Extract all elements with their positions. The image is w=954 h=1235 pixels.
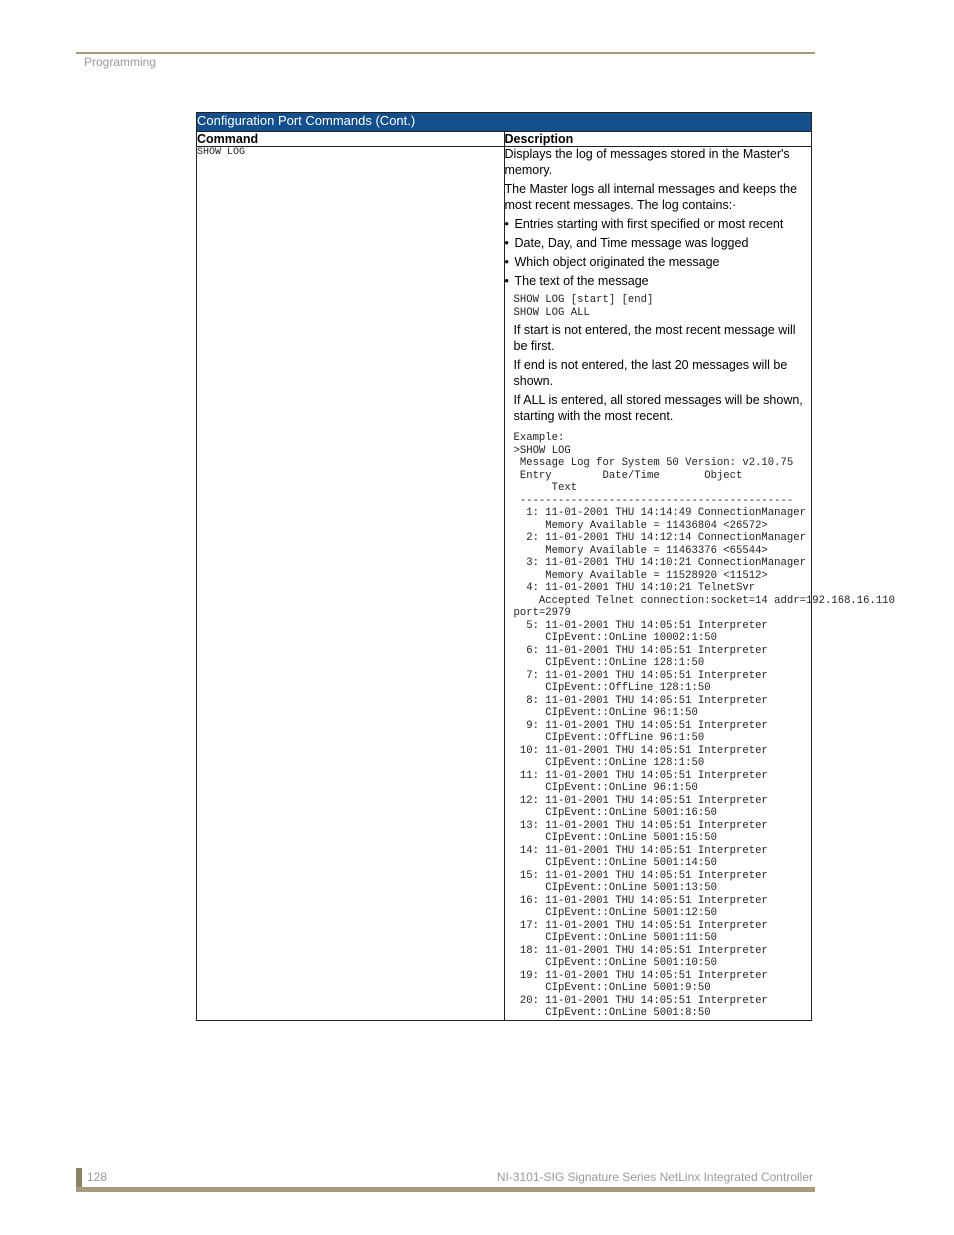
bullet-text: Entries starting with first specified or most recent — [514, 217, 784, 231]
command-cell: SHOW LOG — [197, 147, 505, 1021]
note-all: If ALL is entered, all stored messages will be shown, starting with the most recent. — [513, 393, 803, 423]
note-start: If start is not entered, the most recent message will be first. — [513, 323, 796, 353]
page-number: 128 — [87, 1170, 108, 1184]
notes — [505, 323, 812, 424]
description-cell — [504, 147, 895, 1021]
list-item — [505, 236, 812, 251]
bullet-icon: • — [504, 236, 509, 250]
table-row — [197, 147, 812, 1021]
commands-table — [196, 112, 895, 1021]
table-title: Configuration Port Commands (Cont.) — [197, 113, 812, 132]
column-header-description: Description — [504, 132, 812, 147]
list-item — [505, 217, 812, 232]
note-end: If end is not entered, the last 20 messages will be shown. — [513, 358, 788, 388]
list-item — [505, 274, 812, 289]
list-item — [505, 255, 812, 270]
bullet-text: Which object originated the message — [514, 255, 720, 269]
section-label: Programming — [84, 55, 157, 69]
bullet-icon: • — [504, 274, 509, 288]
bullet-text: The text of the message — [514, 274, 649, 288]
column-header-command: Command — [197, 132, 505, 147]
syntax-block: SHOW LOG [start] [end] SHOW LOG ALL — [513, 294, 654, 319]
bullet-icon: • — [504, 217, 509, 231]
example-code-block: Example: >SHOW LOG Message Log for System 50 Version: v2.10.75 Entry Date/Time Object Text ------------------------------------------- 1: 11-01-2001 THU 14:14:49 ConnectionManager Memory Available = 11436804 <26572> 2: 11-01-2001 THU 14:12:14 ConnectionManager Memory Available = 11463376 <65544> 3: 11-01-2001 THU 14:10:21 ConnectionManager Memory Available = 11528920 <11512> 4: 11-01-2001 THU 14:10:21 TelnetSvr Accepted Telnet connection:socket=14 addr=192.168.16.110 port=2979 5: 11-01-2001 THU 14:05:51 Interpreter CIpEvent::OnLine 10002:1:50 6: 11-01-2001 THU 14:05:51 Interpreter CIpEvent::OnLine 128:1:50 7: 11-01-2001 THU 14:05:51 Interpreter CIpEvent::OffLine 128:1:50 8: 11-01-2001 THU 14:05:51 Interpreter CIpEvent::OnLine 96:1:50 9: 11-01-2001 THU 14:05:51 Interpreter CIpEvent::OffLine 96:1:50 10: 11-01-2001 THU 14:05:51 Interpreter CIpEvent::OnLine 128:1:50 11: 11-01-2001 THU 14:05:51 Interpreter CIpEvent::OnLine 96:1:50 12: 11-01-2001 THU 14:05:51 Interpreter CIpEvent::OnLine 5001:16:50 13: 11-01-2001 THU 14:05:51 Interpreter CIpEvent::OnLine 5001:15:50 14: 11-01-2001 THU 14:05:51 Interpreter CIpEvent::OnLine 5001:14:50 15: 11-01-2001 THU 14:05:51 Interpreter CIpEvent::OnLine 5001:13:50 16: 11-01-2001 THU 14:05:51 Interpreter CIpEvent::OnLine 5001:12:50 17: 11-01-2001 THU 14:05:51 Interpreter CIpEvent::OnLine 5001:11:50 18: 11-01-2001 THU 14:05:51 Interpreter CIpEvent::OnLine 5001:10:50 19: 11-01-2001 THU 14:05:51 Interpreter CIpEvent::OnLine 5001:9:50 20: 11-01-2001 THU 14:05:51 Interpreter CIpEvent::OnLine 5001:8:50 — [513, 432, 895, 1019]
description-intro: Displays the log of messages stored in the Master's memory. — [504, 147, 790, 177]
header-rule — [76, 52, 815, 54]
bullet-icon: • — [504, 255, 509, 269]
description-log-contents: The Master logs all internal messages and keeps the most recent messages. The log contains:· — [504, 182, 798, 212]
bullet-text: Date, Day, and Time message was logged — [514, 236, 749, 250]
document-title: NI-3101-SIG Signature Series NetLinx Integrated Controller — [496, 1170, 813, 1184]
footer-rule — [76, 1187, 815, 1192]
